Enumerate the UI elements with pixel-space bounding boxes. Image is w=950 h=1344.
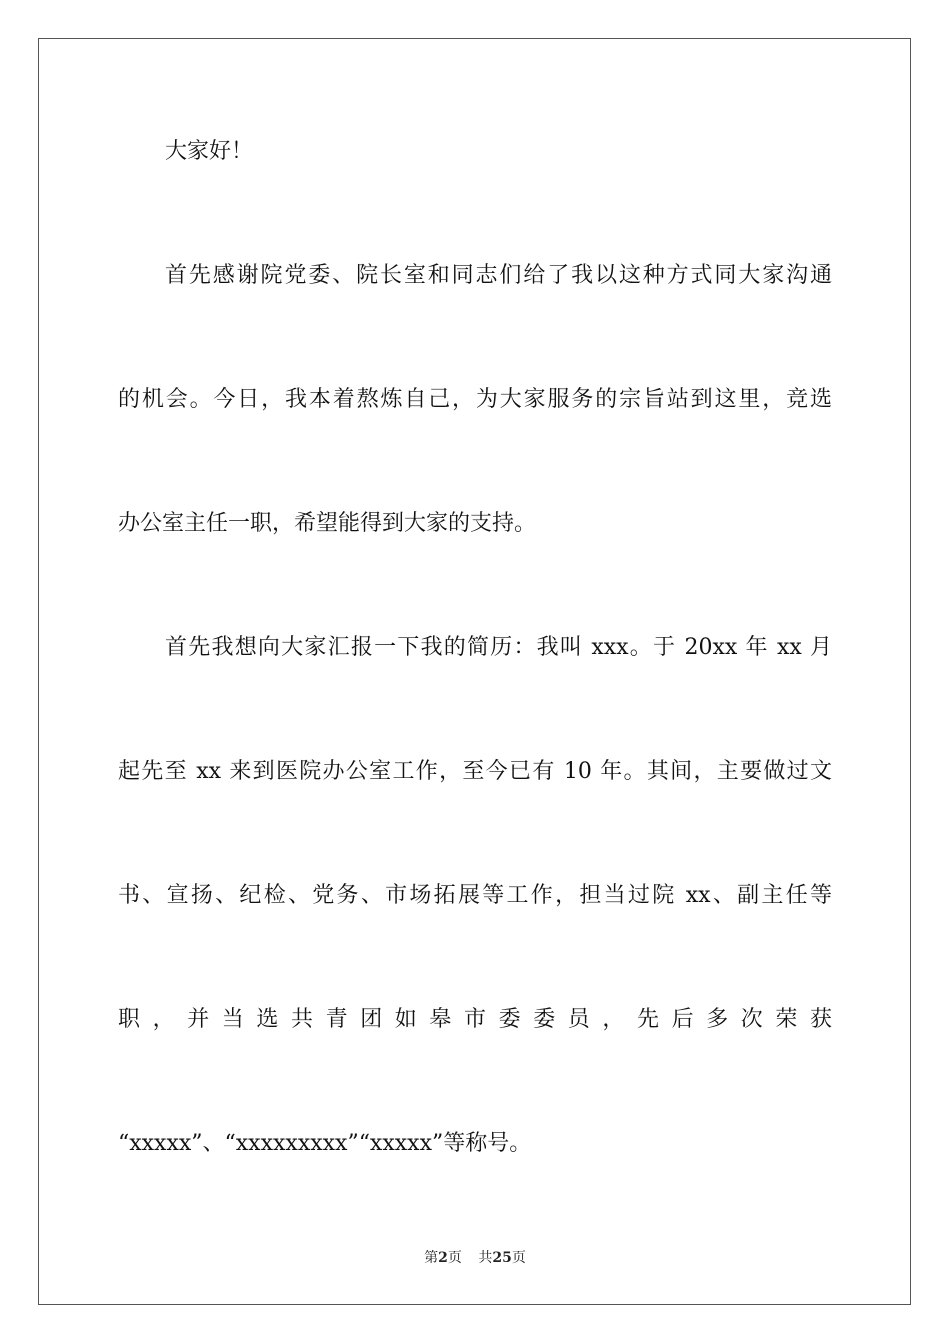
total-prefix: 共	[478, 1250, 493, 1266]
total-indicator	[478, 1250, 525, 1266]
paragraph-line: 办公室主任一职，希望能得到大家的支持。	[118, 511, 537, 536]
paragraph-line: 书、宣扬、纪检、党务、市场拓展等工作，担当过院 xx、副主任等	[118, 883, 832, 908]
paragraph-line: 职 ， 并 当 选 共 青 团 如 皋 市 委 委 员 ， 先 后 多 次 荣 获	[118, 1007, 832, 1032]
paragraph-line: 的机会。今日，我本着熬炼自己，为大家服务的宗旨站到这里，竞选	[118, 387, 832, 412]
page-border	[38, 38, 911, 1305]
page-prefix: 第	[424, 1250, 439, 1266]
paragraph-line: “xxxxx”、“xxxxxxxxx”“xxxxx”等称号。	[118, 1131, 532, 1156]
page-number: 2	[438, 1250, 448, 1266]
total-pages: 25	[492, 1250, 512, 1266]
paragraph-line: 首先感谢院党委、院长室和同志们给了我以这种方式同大家沟通	[165, 263, 832, 288]
page-unit: 页	[447, 1250, 462, 1266]
greeting-line: 大家好！	[165, 139, 254, 164]
total-unit: 页	[511, 1250, 526, 1266]
page-indicator	[424, 1250, 462, 1266]
page-footer	[0, 1247, 950, 1267]
paragraph-line: 首先我想向大家汇报一下我的简历：我叫 xxx。于 20xx 年 xx 月	[165, 635, 832, 660]
paragraph-line: 起先至 xx 来到医院办公室工作，至今已有 10 年。其间，主要做过文	[118, 759, 832, 784]
